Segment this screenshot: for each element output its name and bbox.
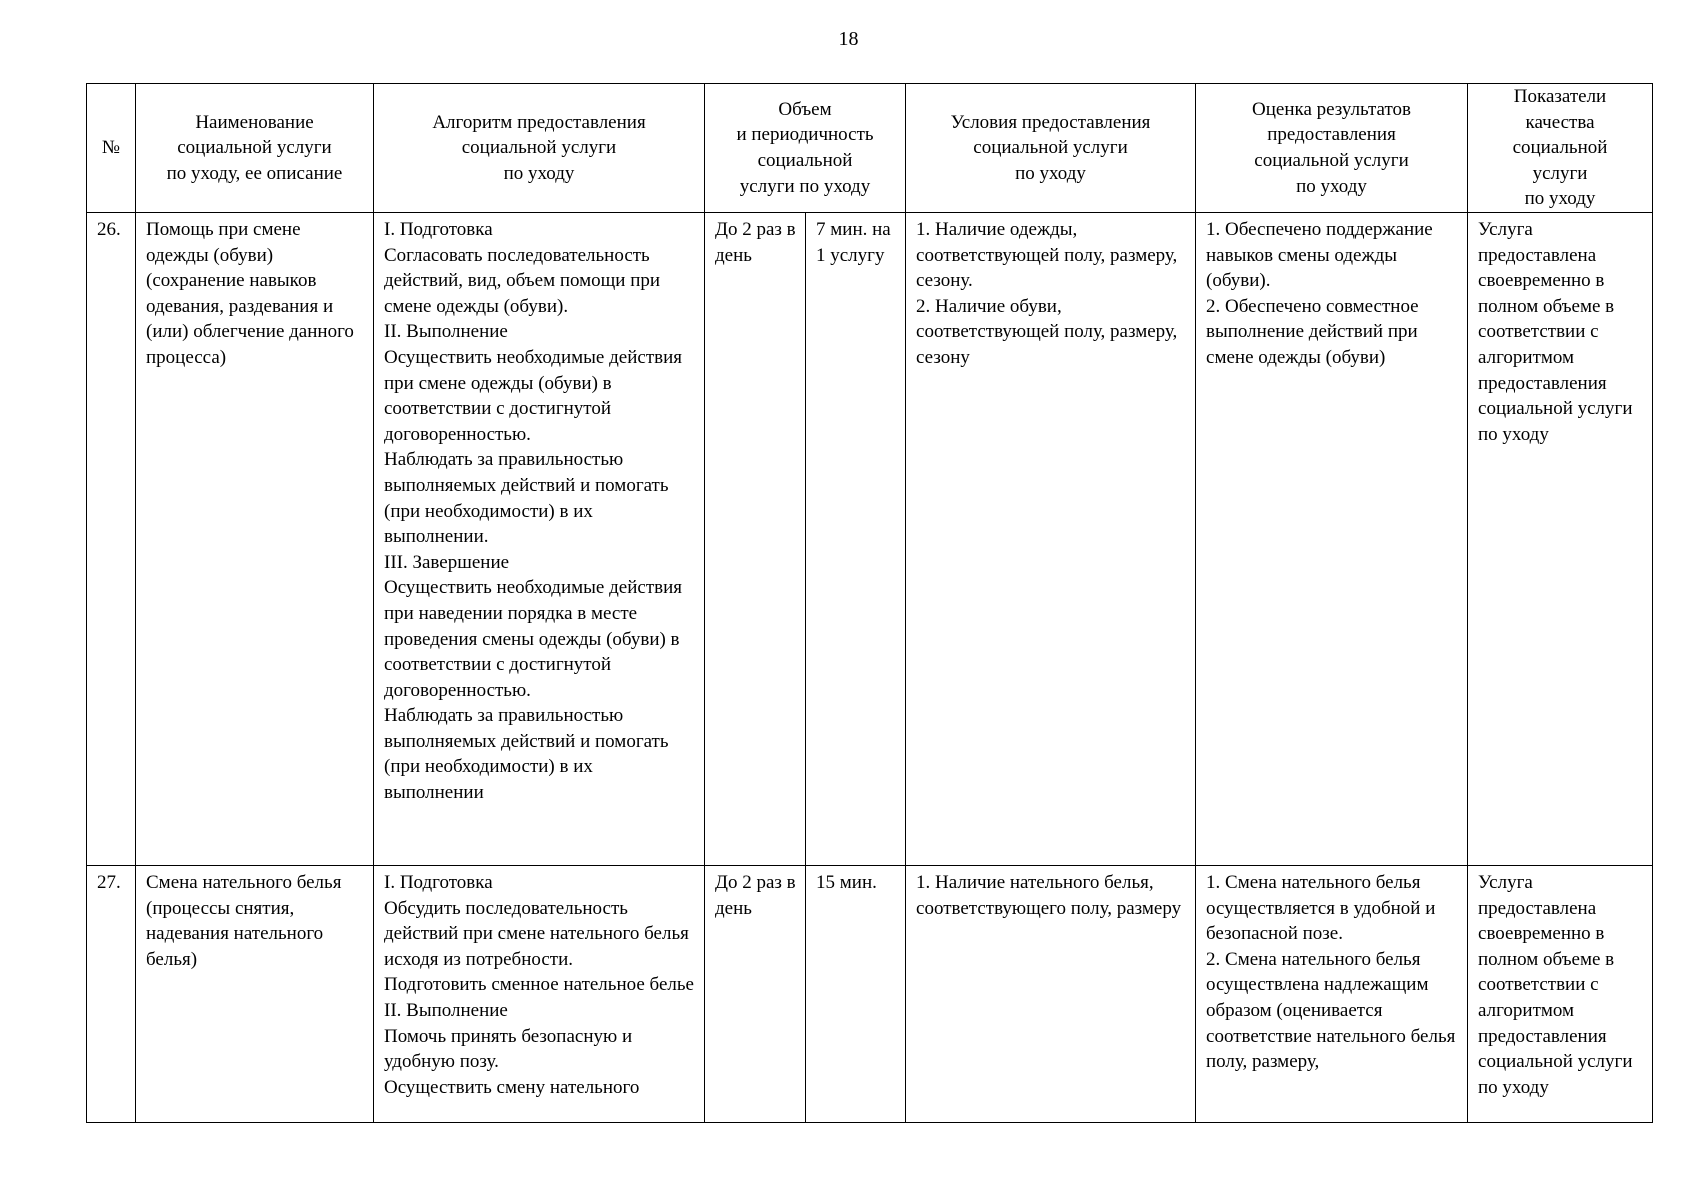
quality-cell: Услуга предоставлена своевременно в полном объеме в соответствии с алгоритмом предоставления социальной услуги по уходу — [1468, 866, 1653, 1123]
header-number: № — [87, 84, 136, 213]
algorithm-cell: I. Подготовка Обсудить последовательность действий при смене нательного белья исходя из потребности. Подготовить сменное нательное белье II. Выполнение Помочь принять безопасную и удобную позу. Осуществить смену нательного — [374, 866, 705, 1123]
frequency-cell: До 2 раз в день — [705, 866, 806, 1123]
row-number: 26. — [87, 213, 136, 866]
conditions-cell: 1. Наличие одежды, соответствующей полу, размеру, сезону. 2. Наличие обуви, соответствующей полу, размеру, сезону — [906, 213, 1196, 866]
algorithm-cell: I. Подготовка Согласовать последовательность действий, вид, объем помощи при смене одежды (обуви). II. Выполнение Осуществить необходимые действия при смене одежды (обуви) в соответствии с достигнутой договоренностью. Наблюдать за правильностью выполняемых действий и помогать (при необходимости) в их выполнении. III. Завершение Осуществить необходимые действия при наведении порядка в месте проведения смены одежды (обуви) в соответствии с достигнутой договоренностью. Наблюдать за правильностью выполняемых действий и помогать (при необходимости) в их выполнении — [374, 213, 705, 866]
table-row — [87, 866, 1653, 1123]
page-number: 18 — [838, 28, 859, 50]
volume-cell: 7 мин. на 1 услугу — [806, 213, 906, 866]
table-header-row — [87, 84, 1653, 213]
conditions-cell: 1. Наличие нательного белья, соответствующего полу, размеру — [906, 866, 1196, 1123]
service-name-cell: Помощь при смене одежды (обуви) (сохранение навыков одевания, раздевания и (или) облегчение данного процесса) — [136, 213, 374, 866]
volume-cell: 15 мин. — [806, 866, 906, 1123]
header-quality: Показатели качества социальной услуги по уходу — [1468, 84, 1653, 213]
evaluation-cell: 1. Смена нательного белья осуществляется в удобной и безопасной позе. 2. Смена нательного белья осуществлена надлежащим образом (оценивается соответствие нательного белья полу, размеру, — [1196, 866, 1468, 1123]
frequency-cell: До 2 раз в день — [705, 213, 806, 866]
header-algorithm: Алгоритм предоставления социальной услуги по уходу — [374, 84, 705, 213]
quality-cell: Услуга предоставлена своевременно в полном объеме в соответствии с алгоритмом предоставления социальной услуги по уходу — [1468, 213, 1653, 866]
table-row — [87, 213, 1653, 866]
social-services-table — [86, 83, 1653, 1123]
evaluation-cell: 1. Обеспечено поддержание навыков смены одежды (обуви). 2. Обеспечено совместное выполнение действий при смене одежды (обуви) — [1196, 213, 1468, 866]
header-service-name: Наименование социальной услуги по уходу, ее описание — [136, 84, 374, 213]
header-evaluation: Оценка результатов предоставления социальной услуги по уходу — [1196, 84, 1468, 213]
row-number: 27. — [87, 866, 136, 1123]
header-conditions: Условия предоставления социальной услуги по уходу — [906, 84, 1196, 213]
header-volume-frequency: Объем и периодичность социальной услуги по уходу — [705, 84, 906, 213]
service-name-cell: Смена нательного белья (процессы снятия, надевания нательного белья) — [136, 866, 374, 1123]
